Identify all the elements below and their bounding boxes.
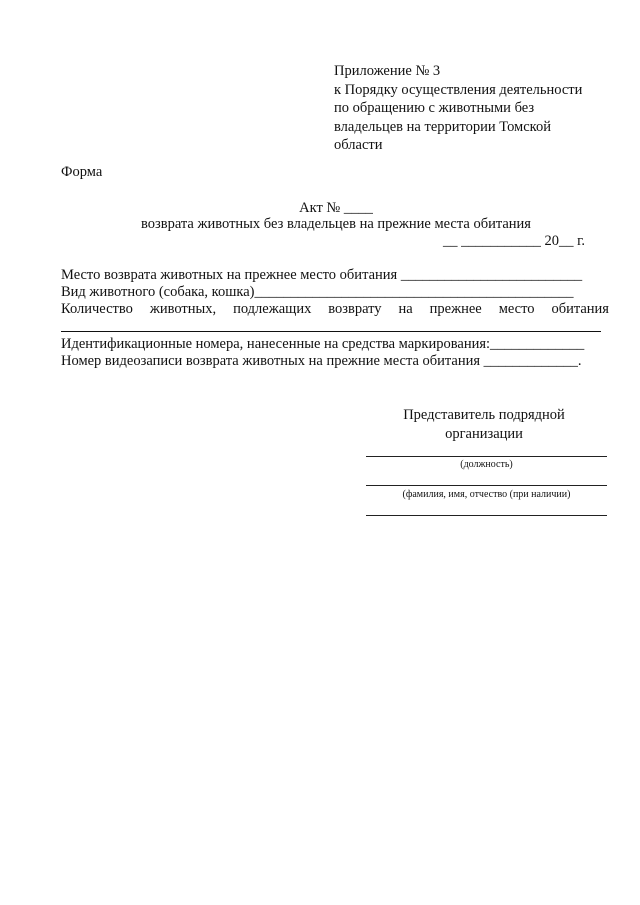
count-word: место [498,301,535,317]
return-place-field: Место возврата животных на прежнее место обитания _________________________ [61,267,583,283]
count-word: Количество [61,301,133,317]
count-word: прежнее [429,301,482,317]
count-word: на [398,301,413,317]
appendix-line: по обращению с животными без [334,100,535,116]
video-number-field: Номер видеозаписи возврата животных на прежние места обитания _____________. [61,353,582,369]
count-word: подлежащих [233,301,312,317]
appendix-line: владельцев на территории Томской [334,118,551,135]
appendix-block [334,62,624,155]
appendix-line: области [334,137,383,153]
representative-title-line: Представитель подрядной [403,407,565,423]
animal-count-field [61,301,609,318]
count-word: возврату [328,301,382,317]
name-caption: (фамилия, имя, отчество (при наличии) [402,489,571,500]
form-label: Форма [61,164,103,180]
act-date: __ ___________ 20__ г. [443,233,586,249]
signature-line [366,515,607,516]
appendix-line: Приложение № 3 [334,63,441,79]
fields-block [61,267,609,370]
representative-title [384,406,584,444]
id-numbers-field: Идентификационные номера, нанесенные на средства маркирования:_____________ [61,336,585,352]
animal-type-field: Вид животного (собака, кошка)____________________________________________ [61,284,574,300]
name-signature-line [366,485,607,486]
animal-count-blank-line [61,318,601,332]
act-subtitle: возврата животных без владельцев на прежние места обитания [141,216,531,232]
act-title: Акт № ____ [299,200,373,216]
representative-title-line: организации [445,426,523,442]
appendix-line: к Порядку осуществления деятельности [334,81,583,98]
position-caption: (должность) [460,459,513,470]
count-word: обитания [551,301,609,317]
count-word: животных, [149,301,217,317]
position-signature-line [366,456,607,457]
